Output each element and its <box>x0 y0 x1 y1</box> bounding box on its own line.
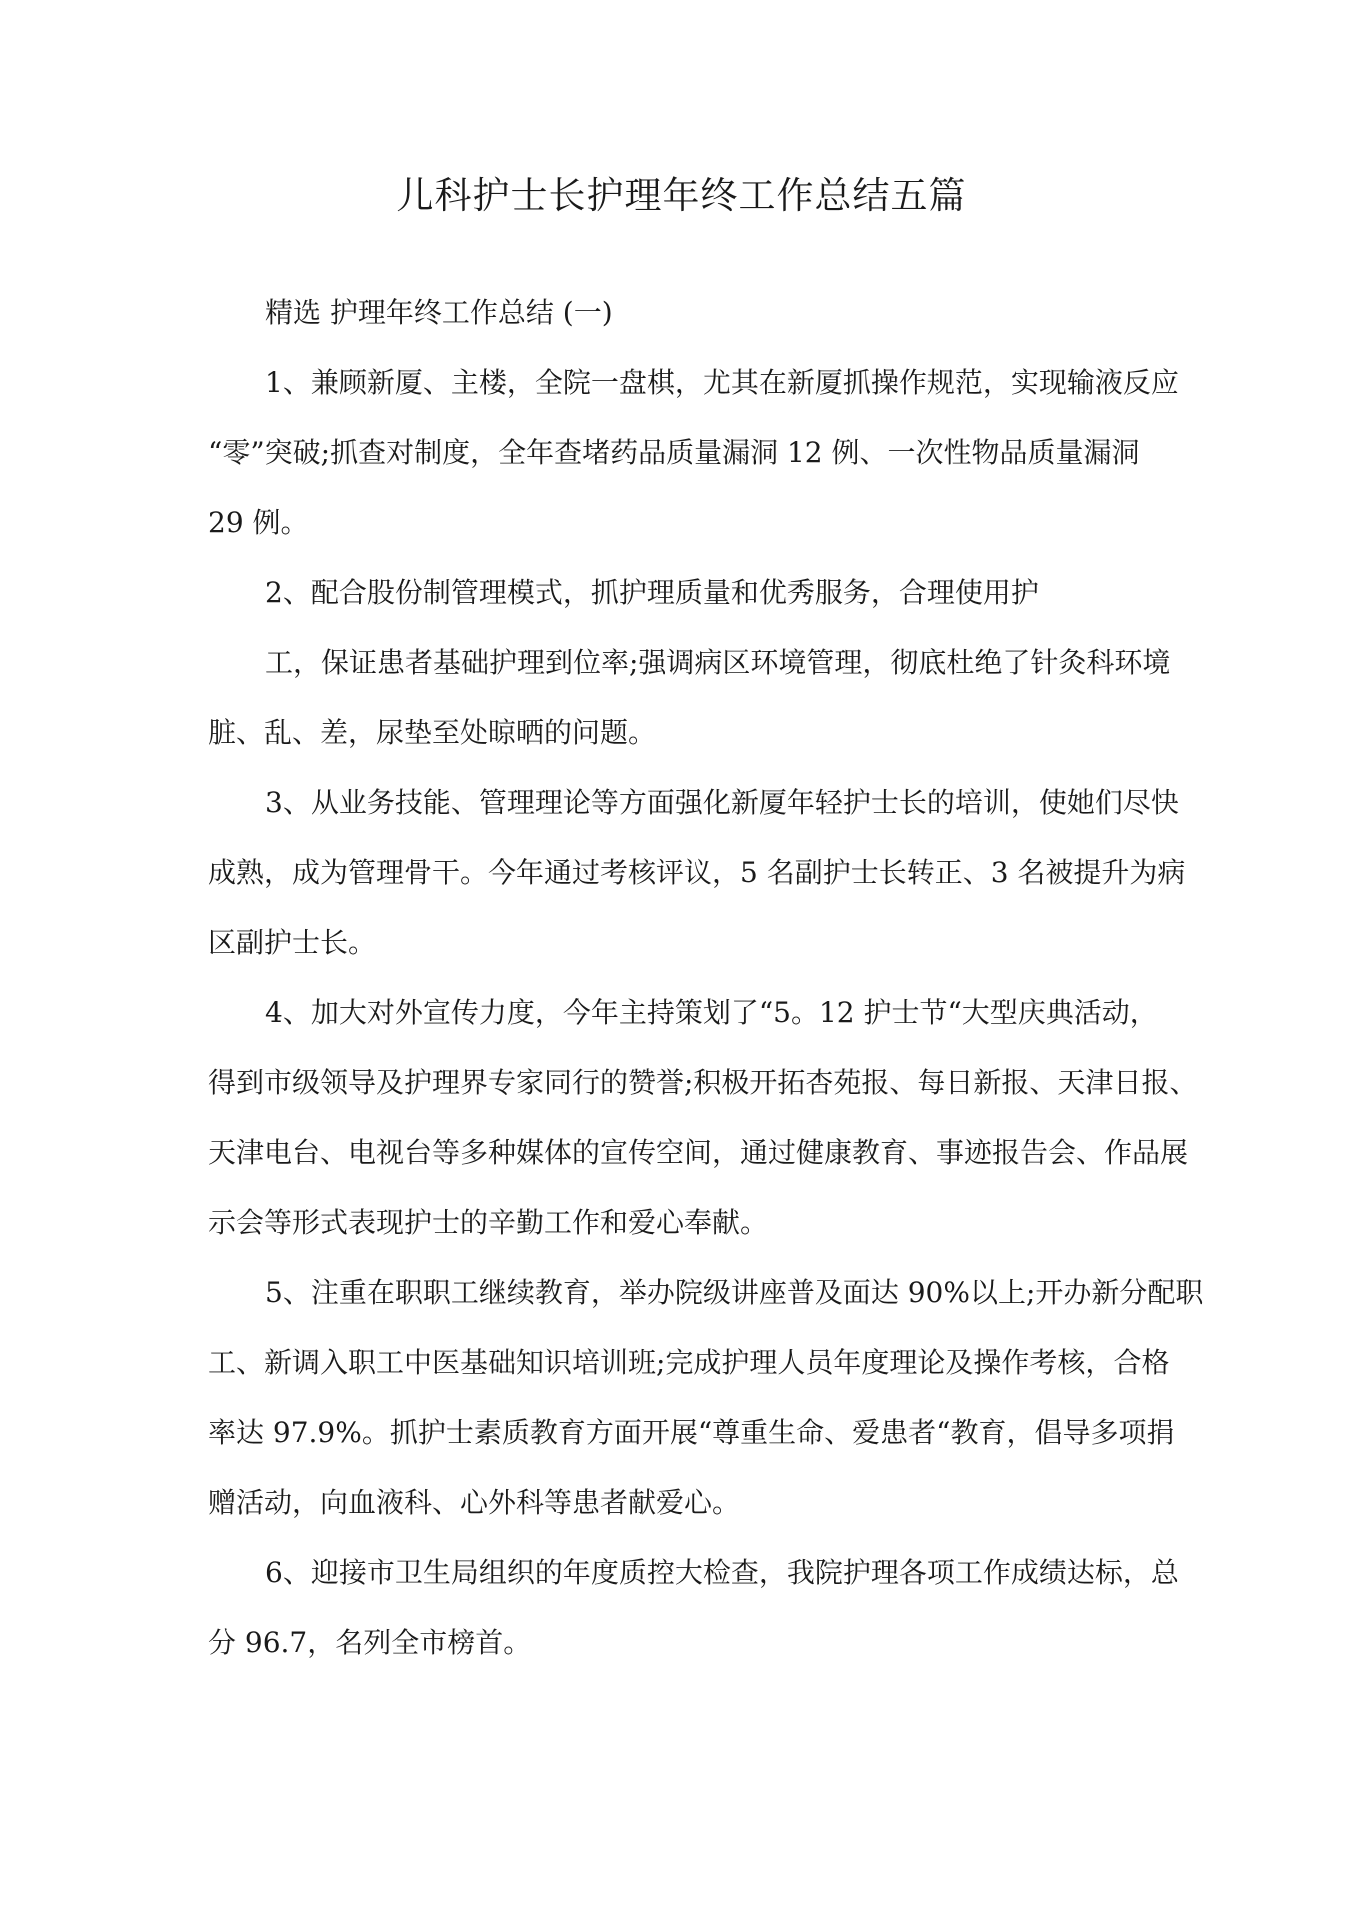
paragraph-line: 天津电台、电视台等多种媒体的宣传空间，通过健康教育、事迹报告会、作品展 <box>208 1136 1189 1169</box>
paragraph-line: 工、新调入职工中医基础知识培训班;完成护理人员年度理论及操作考核，合格 <box>208 1346 1170 1379</box>
paragraph-line: 区副护士长。 <box>208 926 377 959</box>
section-heading: 精选 护理年终工作总结 (一) <box>265 296 613 329</box>
paragraph-line: 4、加大对外宣传力度，今年主持策划了“5。12 护士节“大型庆典活动， <box>265 996 1158 1029</box>
paragraph-line: 工，保证患者基础护理到位率;强调病区环境管理，彻底杜绝了针灸科环境 <box>265 646 1171 679</box>
paragraph-line: 成熟，成为管理骨干。今年通过考核评议，5 名副护士长转正、3 名被提升为病 <box>208 856 1186 889</box>
paragraph-line: 示会等形式表现护士的辛勤工作和爱心奉献。 <box>208 1206 769 1239</box>
paragraph-line: 5、注重在职职工继续教育，举办院级讲座普及面达 90%以上;开办新分配职 <box>265 1276 1204 1309</box>
paragraph-line: 率达 97.9%。抓护士素质教育方面开展“尊重生命、爱患者“教育，倡导多项捐 <box>208 1416 1175 1449</box>
paragraph-line: 分 96.7，名列全市榜首。 <box>208 1626 532 1659</box>
paragraph-line: 赠活动，向血液科、心外科等患者献爱心。 <box>208 1486 741 1519</box>
paragraph-line: 6、迎接市卫生局组织的年度质控大检查，我院护理各项工作成绩达标，总 <box>265 1556 1179 1589</box>
paragraph-line: 1、兼顾新厦、主楼，全院一盘棋，尤其在新厦抓操作规范，实现输液反应 <box>265 366 1179 399</box>
paragraph-line: 2、配合股份制管理模式，抓护理质量和优秀服务，合理使用护 <box>265 576 1039 609</box>
paragraph-line: 3、从业务技能、管理理论等方面强化新厦年轻护士长的培训，使她们尽快 <box>265 786 1179 819</box>
document-title: 儿科护士长护理年终工作总结五篇 <box>396 174 967 217</box>
paragraph-line: 脏、乱、差，尿垫至处晾晒的问题。 <box>208 716 657 749</box>
paragraph-line: 得到市级领导及护理界专家同行的赞誉;积极开拓杏苑报、每日新报、天津日报、 <box>208 1066 1198 1099</box>
paragraph-line: “零”突破;抓查对制度，全年查堵药品质量漏洞 12 例、一次性物品质量漏洞 <box>208 436 1140 469</box>
paragraph-line: 29 例。 <box>208 506 309 539</box>
